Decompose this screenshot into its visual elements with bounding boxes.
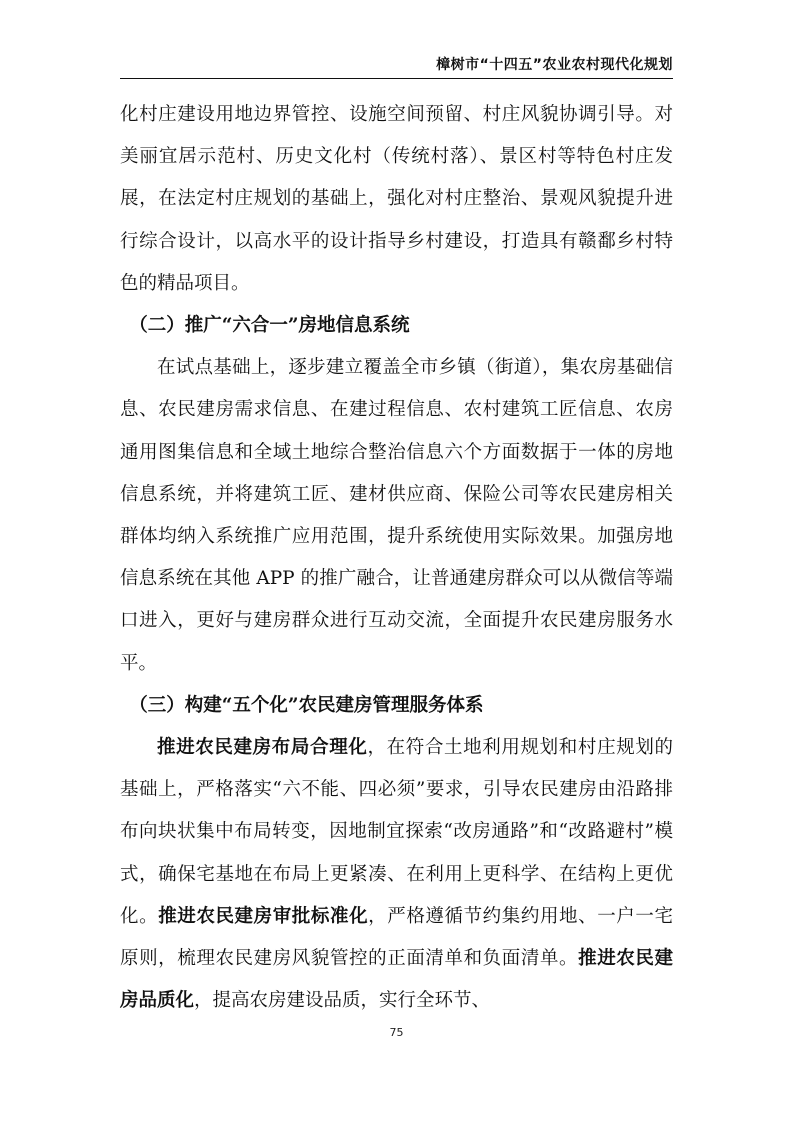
header-divider [120,78,673,79]
bold-phrase-approval: 推进农民建房审批标准化 [158,905,369,927]
text-layout: ，在符合土地利用规划和村庄规划的基础上，严格落实“六不能、四必须”要求，引导农民建房由沿路排布向块状集中布局转变，因地制宜探索“改房通路”和“改路避村”模式，确保宅基地在布局上更紧凑、在利用上更科学、在结构上更优化。 [120,737,673,927]
page-number: 75 [389,1026,404,1039]
document-body [120,94,673,1022]
bold-phrase-quality: 推进农民建房品质化 [120,948,673,1012]
text-approval: ，严格遵循节约集约用地、一户一宅原则，梳理农民建房风貌管控的正面清单和负面清单。 [120,905,673,970]
running-header: 樟树市“十四五”农业农村现代化规划 [436,57,673,73]
paragraph-info-system: 在试点基础上，逐步建立覆盖全市乡镇（街道），集农房基础信息、农民建房需求信息、在建过程信息、农村建筑工匠信息、农房通用图集信息和全域土地综合整治信息六个方面数据于一体的房地信息系统，并将建筑工匠、建材供应商、保险公司等农民建房相关群体均纳入系统推广应用范围，提升系统使用实际效果。加强房地信息系统在其他 APP 的推广融合，让普通建房群众可以从微信等端口进入，更好与建房群众进行互动交流，全面提升农民建房服务水平。 [120,357,673,674]
section-heading-3: （三）构建“五个化”农民建房管理服务体系 [129,694,484,716]
text-quality: ，提高农房建设品质，实行全环节、 [194,990,491,1012]
paragraph-five-modernizations [120,727,673,1022]
section-heading-2: （二）推广“六合一”房地信息系统 [129,315,410,337]
paragraph-continued: 化村庄建设用地边界管控、设施空间预留、村庄风貌协调引导。对美丽宜居示范村、历史文化村（传统村落）、景区村等特色村庄发展，在法定村庄规划的基础上，强化对村庄整治、景观风貌提升进行综合设计，以高水平的设计指导乡村建设，打造具有赣鄱乡村特色的精品项目。 [120,104,673,294]
bold-phrase-layout: 推进农民建房布局合理化 [157,737,368,759]
